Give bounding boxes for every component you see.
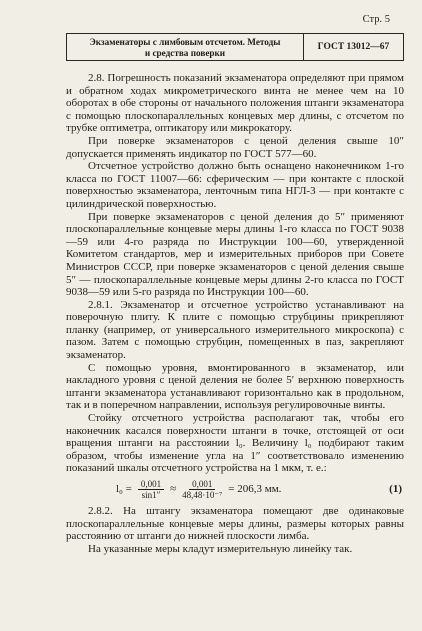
paragraph-2-8-2: 2.8.2. На штангу экзаменатора помещают две одинаковые плоскопараллельные концевые меры длины, размеры которых равны расстоянию от штанги до нижней плоскости лимба. [66, 505, 404, 543]
paragraph-ruler: На указанные меры кладут измерительную линейку так. [88, 542, 353, 555]
page-number: Стр. 5 [362, 14, 390, 25]
paragraph-2-8-1: 2.8.1. Экзаменатор и отсчетное устройство устанавливают на поверочную плиту. К плите с помощью струбцины прикрепляют планку (например, от универсального измерительного микроскопа) с пазом. Затем с помощью струбцин, помещенных в паз, закрепляют экзаменатор. [66, 298, 404, 362]
document-body [66, 72, 404, 555]
formula-fraction-2 [182, 479, 222, 500]
paragraph-stand: Стойку отсчетного устройства располагают так, чтобы его наконечник касался поверхности штанги в точке, отстоящей от оси вращения штанги на расстоянии l₀. Величину l₀ подбирают таким образом, чтобы изменение угла на 1″ соответствовало изменению показаний шкалы отсчетного устройства на 1 мкм, т. е.: [66, 412, 404, 475]
formula-approx: ≈ [170, 483, 177, 496]
paragraph-level: С помощью уровня, вмонтированного в экзаменатор, или накладного уровня с ценой деления не более 5′ верхнюю поверхность штанги экзаменатора устанавливают горизонтально как в продольном, так и в поперечном направлении, используя регулировочные винты. [66, 361, 404, 412]
paragraph-gauge-blocks: При поверке экзаменаторов с ценой деления до 5″ применяют плоскопараллельные концевые меры длины 1-го класса по ГОСТ 9038—59 или 4-го разряда по Инструкции 100—60, утвержденной Комитетом стандартов, мер и измерительных приборов при Совете Министров СССР, при поверке экзаменаторов с ценой деления свыше 5″ — плоскопараллельные концевые меры длины 2-го класса по ГОСТ 9038—59 или 5-го разряда по Инструкции 100—60. [66, 210, 404, 299]
formula-fraction-2-den: 48,48·10⁻⁷ [182, 490, 223, 500]
header-title-line1: Экзаменаторы с лимбовым отсчетом. Методы [89, 37, 281, 47]
paragraph-2-8: 2.8. Погрешность показаний экзаменатора определяют при прямом и обратном ходах микрометрического винта не менее чем на 10 оборотах в обе стороны от начального положения штанги экзаменатора с помощью плоскопараллельных концевых мер длины, с отсчетом по трубке оптиметра, оптикатору или микрокатору. [66, 72, 404, 135]
formula-fraction-1-num: 0,001 [138, 479, 164, 490]
formula-lhs: l₀ = [116, 483, 132, 496]
formula-result: = 206,3 мм. [228, 483, 282, 496]
header-gost-number: ГОСТ 13012—67 [317, 42, 390, 52]
document-header [66, 33, 404, 61]
formula-fraction-2-num: 0,001 [189, 479, 215, 490]
header-title [67, 34, 304, 60]
formula-fraction-1-den: sin1″ [141, 490, 161, 500]
formula-1 [116, 479, 404, 500]
paragraph-indicator: При поверке экзаменаторов с ценой деления свыше 10″ допускается применять индикатор по ГОСТ 577—60. [66, 134, 404, 160]
paragraph-readout-device: Отсчетное устройство должно быть оснащено наконечником 1-го класса по ГОСТ 11007—66: сферическим — при контакте с плоской поверхностью экзаменатора, ленточным типа НГЛ-3 — при контакте с цилиндрической поверхностью. [66, 160, 404, 210]
header-title-line2: и средства поверки [144, 48, 226, 58]
formula-fraction-1 [138, 479, 164, 500]
formula-number: (1) [389, 483, 402, 496]
